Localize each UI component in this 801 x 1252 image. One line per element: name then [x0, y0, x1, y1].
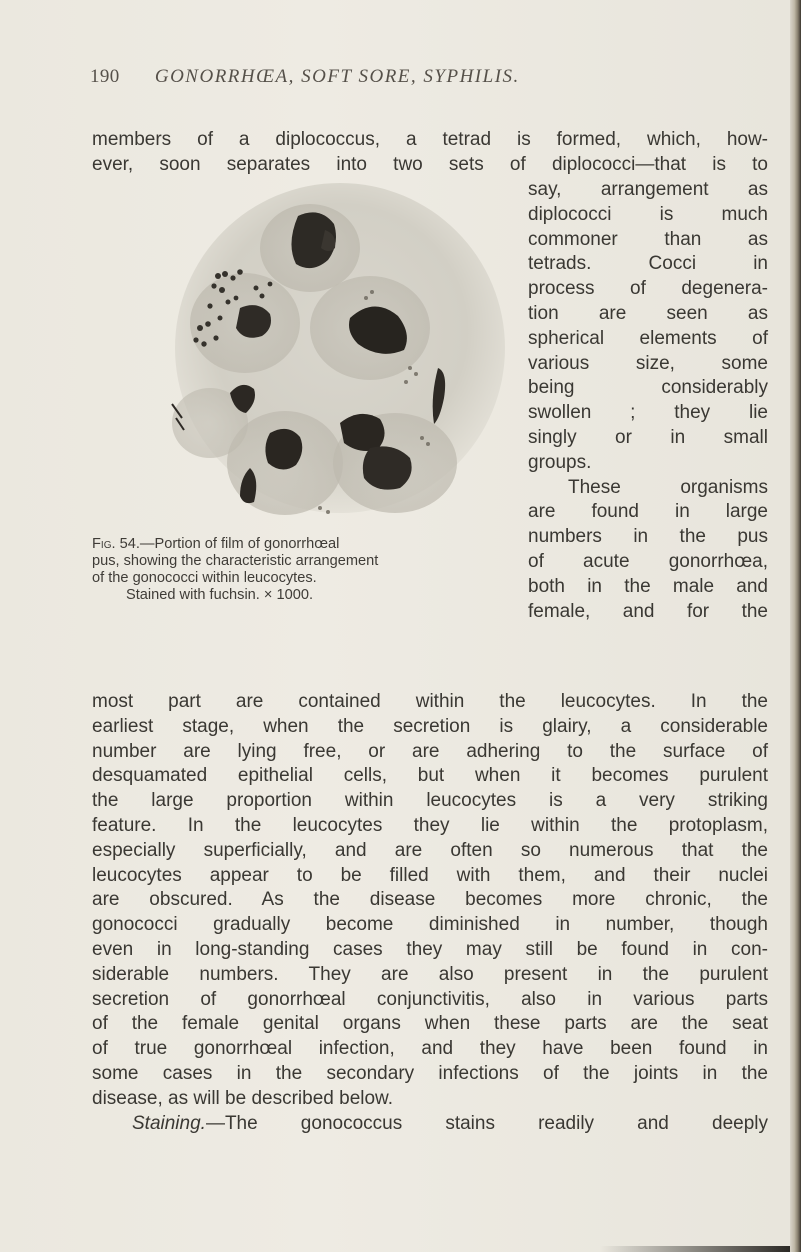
text-line: even in long-standing cases they may still be found in con- [92, 938, 768, 960]
text-line: members of a diplococcus, a tetrad is formed, which, how- [92, 129, 768, 150]
running-header [90, 66, 770, 88]
microscope-field-image [170, 178, 510, 528]
text-line: most part are contained within the leucocytes. In the [92, 691, 768, 712]
staining-heading: Staining. [132, 1112, 206, 1134]
figure-illustration [170, 178, 510, 528]
text-line: groups. [528, 451, 592, 473]
text-line: disease, as will be described below. [92, 1087, 394, 1109]
main-paragraph [92, 690, 768, 1136]
page-number: 190 [90, 66, 120, 87]
text-line: process of degenera- [528, 278, 768, 300]
text-line: desquamated epithelial cells, but when it becomes purulent [92, 765, 768, 787]
text-line: various size, some [528, 352, 768, 374]
cell-nucleus [236, 305, 271, 338]
text-line: of true gonorrhœal infection, and they have been found in [92, 1038, 768, 1060]
caption-line: of the gonococci within leucocytes. [92, 570, 317, 586]
text-line: feature. In the leucocytes they lie within the protoplasm, [92, 814, 768, 836]
staining-text: —The gonococcus stains readily and deeply [205, 1112, 768, 1134]
page-edge [790, 0, 801, 1252]
text-line: secretion of gonorrhœal conjunctivitis, also in various parts [92, 988, 768, 1010]
caption-line: pus, showing the characteristic arrangement [92, 553, 379, 569]
text-line: numbers in the pus [528, 526, 768, 548]
text-line: tion are seen as [528, 302, 768, 324]
text-line: number are lying free, or are adhering to the surface of [92, 740, 768, 762]
text-line: the large proportion within leucocytes is a very striking [92, 790, 768, 812]
text-line: are obscured. As the disease becomes more chronic, the [92, 889, 768, 911]
text-line: ever, soon separates into two sets of diplococci—that is to [92, 153, 768, 175]
text-line: both in the male and [528, 575, 768, 597]
text-line: commoner than as [528, 228, 768, 250]
text-line: leucocytes appear to be filled with them, and their nuclei [92, 864, 768, 886]
side-column-text [528, 178, 768, 624]
intro-paragraph [92, 128, 768, 178]
text-line: diplococci is much [528, 203, 768, 225]
figure-caption [92, 536, 520, 604]
staining-line [92, 1112, 768, 1137]
text-line: tetrads. Cocci in [528, 253, 768, 275]
caption-line: Stained with fuchsin. × 1000. [126, 587, 314, 603]
text-line: say, arrangement as [528, 179, 768, 200]
text-line: of acute gonorrhœa, [528, 550, 768, 572]
text-line: especially superficially, and are often so numerous that the [92, 839, 768, 861]
text-line: of the female genital organs when these parts are the seat [92, 1013, 768, 1035]
text-line: siderable numbers. They are also present in the purulent [92, 963, 768, 985]
cell-nucleus [265, 429, 302, 470]
text-line: These organisms [568, 476, 768, 498]
text-line: spherical elements of [528, 327, 768, 349]
text-line: swollen ; they lie [528, 402, 768, 424]
text-line: singly or in small [528, 426, 768, 448]
text-line: female, and for the [528, 600, 768, 622]
text-line: being considerably [528, 377, 768, 399]
text-line: some cases in the secondary infections of the joints in the [92, 1062, 768, 1084]
page-bottom-shadow [600, 1246, 790, 1252]
figure-label: Fig. 54. [92, 536, 140, 552]
text-line: are found in large [528, 501, 768, 523]
text-line: gonococci gradually become diminished in number, though [92, 914, 768, 936]
running-title: GONORRHŒA, SOFT SORE, SYPHILIS. [154, 66, 520, 87]
caption-line: Fig. 54.—Portion of film of gonorrhœal [92, 536, 340, 552]
text-line: earliest stage, when the secretion is glairy, a considerable [92, 715, 768, 737]
